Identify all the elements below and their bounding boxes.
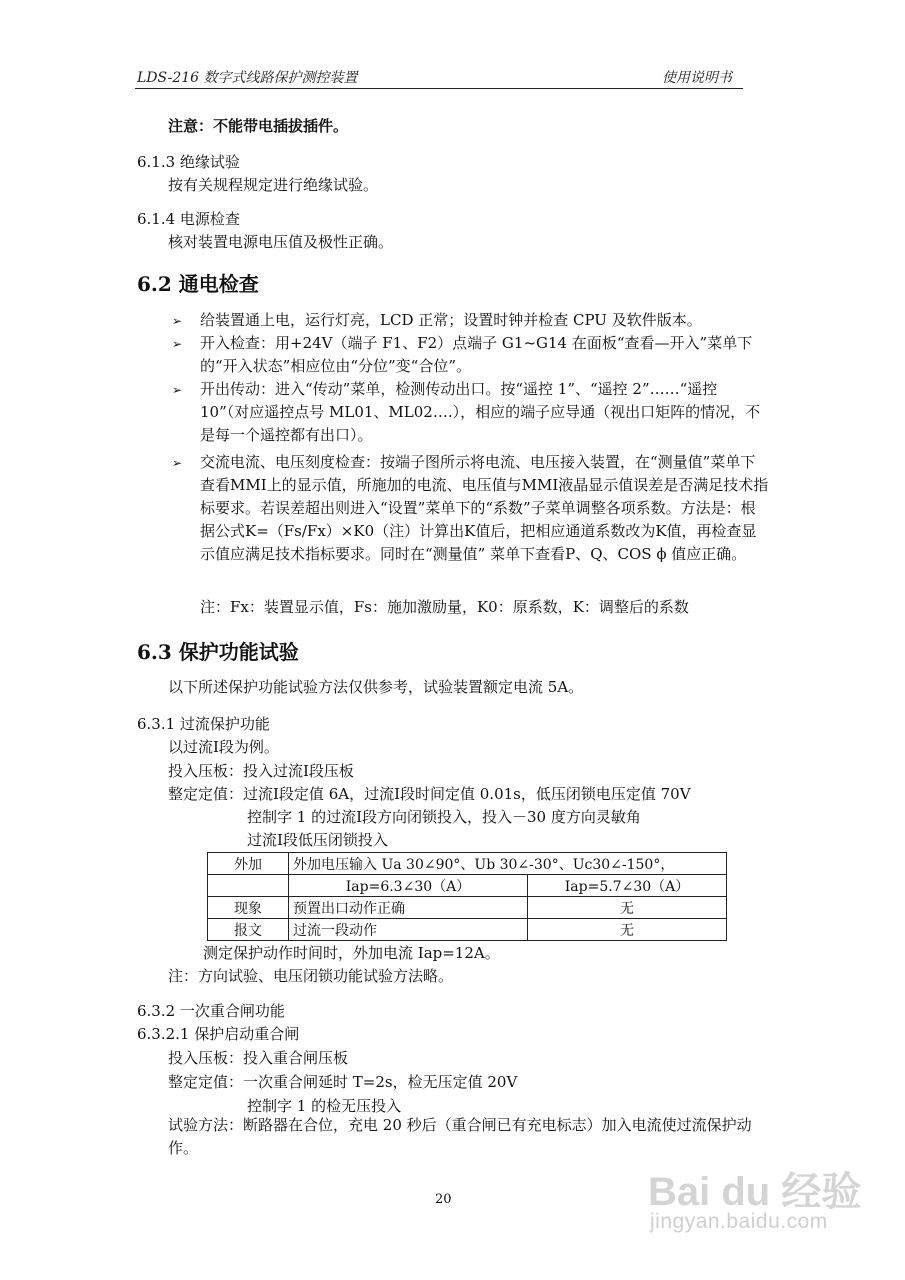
section-6-3-1-setting-line2: 控制字 1 的过流Ⅰ段方向闭锁投入，投入－30 度方向灵敏角 [247, 808, 641, 826]
bullet-item: 给装置通上电，运行灯亮，LCD 正常；设置时钟并检查 CPU 及软件版本。 [200, 311, 702, 329]
table-cell: 报文 [208, 919, 289, 941]
bullet-arrow-icon: ➢ [172, 337, 183, 351]
table-cell: Iap=5.7∠30（A） [528, 875, 727, 897]
note-warning: 注意：不能带电插拔插件。 [168, 117, 349, 135]
section-6-3-2-1-method: 试验方法：断路器在合位，充电 20 秒后（重合闸已有充电标志）加入电流使过流保护动作。 [168, 1116, 752, 1157]
header-left: LDS-216 数字式线路保护测控装置 [137, 70, 358, 86]
bullet-item: 开入检查：用+24V（端子 F1、F2）点端子 G1~G14 在面板“查看—开入”菜单下的“开入状态”相应位由“分位”变“合位”。 [200, 334, 753, 375]
table-row [208, 853, 727, 875]
section-6-3-2-1-plate: 投入压板：投入重合闸压板 [168, 1049, 349, 1067]
bullet-arrow-icon: ➢ [172, 314, 183, 328]
test-table [207, 852, 727, 941]
table-row [208, 875, 727, 897]
header-rule [135, 88, 743, 89]
table-cell [208, 875, 289, 897]
section-6-3-1-example: 以过流Ⅰ段为例。 [168, 738, 279, 756]
section-6-3-1-after: 测定保护动作时间时，外加电流 Iap=12A。 [203, 944, 500, 962]
table-row [208, 897, 727, 919]
section-6-3-2-title: 6.3.2 一次重合闸功能 [137, 1002, 285, 1020]
table-cell: 外加电压输入 Ua 30∠90°、Ub 30∠-30°、Uc30∠-150°， [289, 853, 727, 875]
coefficient-note: 注：Fx：装置显示值，Fs：施加激励量，K0：原系数，K：调整后的系数 [200, 598, 689, 616]
bullet-item: 交流电流、电压刻度检查：按端子图所示将电流、电压接入装置，在“测量值”菜单下查看MMI上的显示值，所施加的电流、电压值与MMI液晶显示值误差是否满足技术指标要求。若误差超出则进入“设置”菜单下的“系数”子菜单调整各项系数。方法是：根据公式K=（Fs/Fx）×K0（注）计算出K值后，把相应通道系数改为K值，再检查显示值应满足技术指标要求。同时在“测量值” 菜单下查看P、Q、COS ϕ 值应正确。 [200, 453, 769, 563]
section-6-3-2-1-title: 6.3.2.1 保护启动重合闸 [137, 1025, 300, 1043]
table-cell: 外加 [208, 853, 289, 875]
section-6-1-4-title: 6.1.4 电源检查 [137, 210, 240, 228]
table-cell: 过流一段动作 [289, 919, 528, 941]
section-6-3-intro: 以下所述保护功能试验方法仅供参考，试验装置额定电流 5A。 [168, 678, 584, 696]
section-6-3-title: 6.3 保护功能试验 [137, 640, 299, 664]
section-6-3-1-title: 6.3.1 过流保护功能 [137, 715, 270, 733]
watermark-logo: Bai du 经验 [648, 1170, 862, 1214]
bullet-arrow-icon: ➢ [172, 456, 183, 470]
section-6-3-1-note: 注：方向试验、电压闭锁功能试验方法略。 [168, 967, 454, 985]
section-6-3-1-plate: 投入压板：投入过流Ⅰ段压板 [168, 762, 354, 780]
section-6-1-3-body: 按有关规程规定进行绝缘试验。 [168, 176, 379, 194]
bullet-arrow-icon: ➢ [172, 383, 183, 397]
section-6-1-3-title: 6.1.3 绝缘试验 [137, 153, 240, 171]
table-row [208, 919, 727, 941]
section-6-3-2-1-setting-line2: 控制字 1 的检无压投入 [247, 1097, 402, 1115]
table-cell: 现象 [208, 897, 289, 919]
section-6-1-4-body: 核对装置电源电压值及极性正确。 [168, 233, 394, 251]
table-cell: 无 [528, 919, 727, 941]
section-6-2-title: 6.2 通电检查 [137, 272, 259, 296]
table-cell: 无 [528, 897, 727, 919]
header-right: 使用说明书 [662, 70, 732, 86]
watermark-url: jingyan.baidu.com [650, 1210, 828, 1233]
table-cell: 预置出口动作正确 [289, 897, 528, 919]
bullet-item: 开出传动：进入“传动”菜单，检测传动出口。按“遥控 1”、“遥控 2”……“遥控 10”（对应遥控点号 ML01、ML02….），相应的端子应导通（视出口矩阵的情况，不是每一个遥控都有出口）。 [200, 380, 761, 444]
section-6-3-2-1-setting: 整定定值：一次重合闸延时 T=2s，检无压定值 20V [168, 1073, 518, 1091]
section-6-3-1-setting: 整定定值：过流Ⅰ段定值 6A，过流Ⅰ段时间定值 0.01s，低压闭锁电压定值 70V [168, 785, 691, 803]
section-6-3-1-setting-line3: 过流Ⅰ段低压闭锁投入 [247, 831, 388, 849]
page-number: 20 [435, 1192, 452, 1207]
table-cell: Iap=6.3∠30（A） [289, 875, 528, 897]
